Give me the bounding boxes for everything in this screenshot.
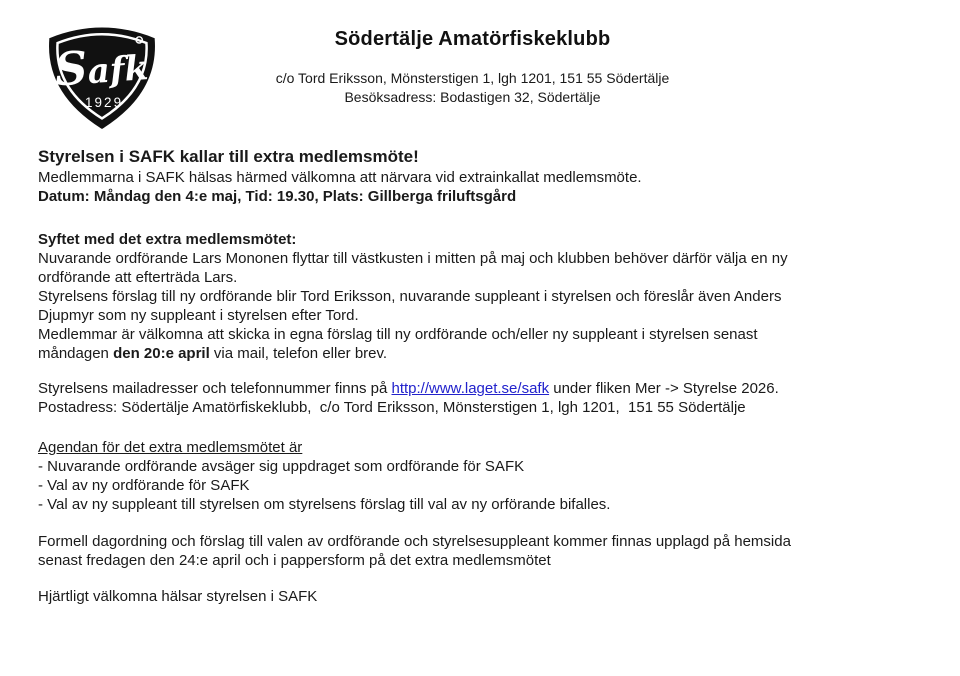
agenda-item: - Val av ny ordförande för SAFK [38, 477, 250, 494]
purpose-line: Styrelsens förslag till ny ordförande blir Tord Eriksson, nuvarande suppleant i styrelsen och föreslår även Anders [38, 288, 782, 305]
agenda-section [38, 438, 943, 514]
meeting-datetime: Datum: Måndag den 4:e maj, Tid: 19.30, Plats: Gillberga friluftsgård [38, 188, 517, 205]
org-title: Södertälje Amatörfiskeklubb [334, 28, 611, 50]
purpose-line: Djupmyr som ny suppleant i styrelsen efter Tord. [38, 307, 359, 324]
org-address-line2: Besöksadress: Bodastigen 32, Södertälje [344, 89, 601, 105]
purpose-heading: Syftet med det extra medlemsmötet: [38, 231, 297, 248]
contact-suffix: under fliken Mer -> Styrelse 2026. [549, 380, 779, 397]
postal-address: Postadress: Södertälje Amatörfiskeklubb, c/o Tord Eriksson, Mönsterstigen 1, lgh 1201, 151 55 Södertälje [38, 399, 746, 416]
deadline-line [38, 344, 943, 363]
notice-intro: Medlemmarna i SAFK hälsas härmed välkomna att närvara vid extrainkallat medlemsmöte. [38, 169, 642, 186]
document-body [38, 146, 943, 606]
agenda-heading: Agendan för det extra medlemsmötet är [38, 439, 303, 456]
purpose-line: ordförande att efterträda Lars. [38, 269, 238, 286]
closing-greeting: Hjärtligt välkomna hälsar styrelsen i SAFK [38, 588, 318, 605]
letterhead [0, 28, 945, 107]
logo-year: 1929 [84, 95, 124, 111]
formal-line: Formell dagordning och förslag till valen av ordförande och styrelsesuppleant kommer finnas upplagd på hemsida [38, 533, 791, 550]
notice-heading: Styrelsen i SAFK kallar till extra medlemsmöte! [38, 147, 419, 166]
agenda-item: - Val av ny suppleant till styrelsen om styrelsens förslag till val av ny orförande bifalles. [38, 496, 611, 513]
deadline-date: den 20:e april [113, 345, 210, 362]
contact-section [38, 379, 943, 417]
formal-line: senast fredagen den 24:e april och i pappersform på det extra medlemsmötet [38, 552, 551, 569]
purpose-line: Medlemmar är välkomna att skicka in egna förslag till ny ordförande och/eller ny suppleant i styrelsen senast [38, 326, 758, 343]
purpose-section [38, 230, 943, 363]
contact-line [38, 379, 943, 398]
deadline-suffix: via mail, telefon eller brev. [209, 345, 388, 362]
org-address-line1: c/o Tord Eriksson, Mönsterstigen 1, lgh 1201, 151 55 Södertälje [275, 70, 670, 86]
contact-prefix: Styrelsens mailadresser och telefonnummer finns på [38, 380, 392, 397]
agenda-item: - Nuvarande ordförande avsäger sig uppdraget som ordförande för SAFK [38, 458, 525, 475]
deadline-prefix: måndagen [38, 345, 114, 362]
formal-notice-section [38, 532, 943, 570]
closing-section [38, 587, 943, 606]
purpose-line: Nuvarande ordförande Lars Mononen flyttar till västkusten i mitten på maj och klubben behöver därför välja en ny [38, 250, 788, 267]
website-link[interactable]: http://www.laget.se/safk [391, 380, 550, 397]
logo-script-text: Safk [52, 40, 150, 97]
